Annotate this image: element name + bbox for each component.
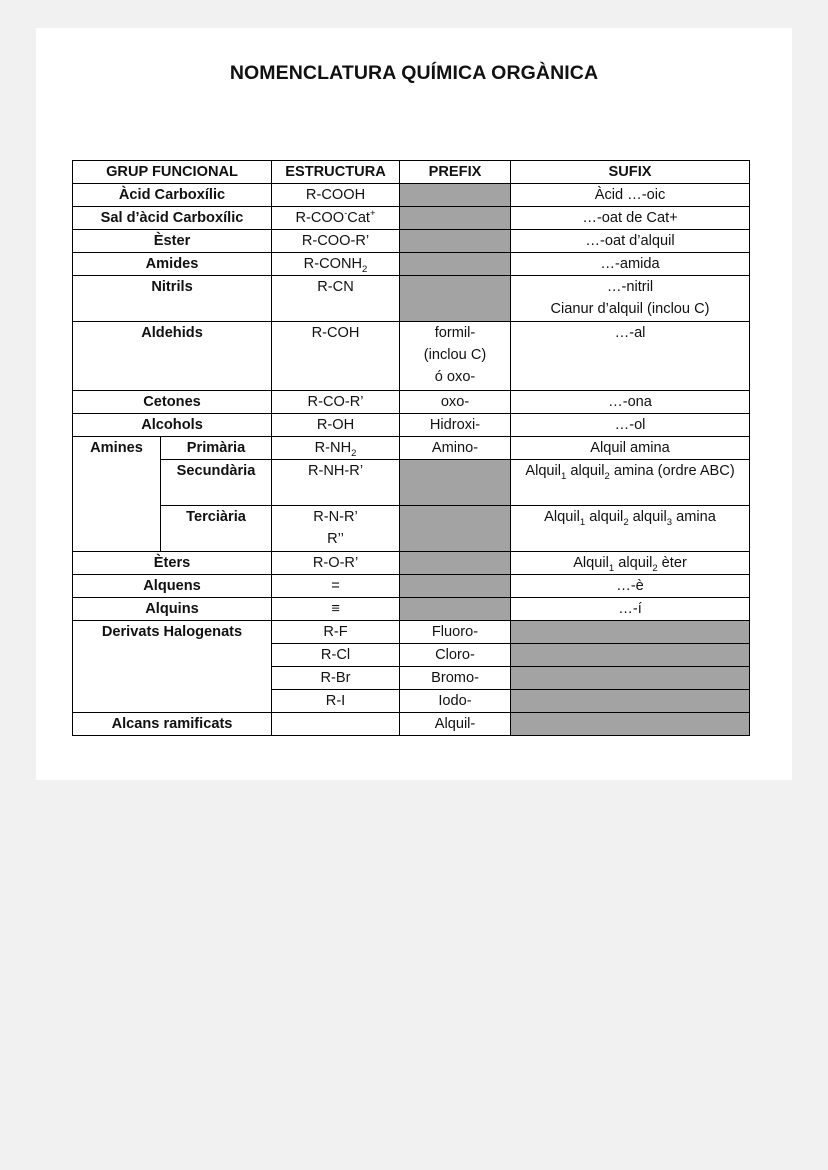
table-row — [73, 621, 750, 644]
structure-cell: R-CN — [272, 276, 400, 322]
empty-suffix-cell — [511, 713, 750, 736]
table-row — [73, 460, 750, 506]
group-name: Alcohols — [73, 414, 272, 437]
structure-cell: = — [272, 575, 400, 598]
suffix-cell: Alquil$_1$ alquil$_2$ èter — [511, 552, 750, 575]
page-title: NOMENCLATURA QUÍMICA ORGÀNICA — [229, 62, 599, 84]
table-row — [73, 552, 750, 575]
suffix-cell: …-oat de Cat+ — [511, 207, 750, 230]
structure-cell: R-N-R’ R’’ — [272, 506, 400, 552]
suffix-cell: …-ona — [511, 391, 750, 414]
empty-suffix-cell — [511, 621, 750, 644]
group-name: Cetones — [73, 391, 272, 414]
table-row — [73, 184, 750, 207]
prefix-cell: Amino- — [400, 437, 511, 460]
structure-cell: R-COH — [272, 322, 400, 391]
group-name: Amines — [73, 437, 161, 552]
table-row — [73, 391, 750, 414]
structure-cell: R-COOH — [272, 184, 400, 207]
structure-cell: R-COO-Cat+ — [272, 207, 400, 230]
group-name: Sal d’àcid Carboxílic — [73, 207, 272, 230]
group-name: Àcid Carboxílic — [73, 184, 272, 207]
structure-cell: R-Br — [272, 667, 400, 690]
prefix-cell: Hidroxi- — [400, 414, 511, 437]
empty-prefix-cell — [400, 253, 511, 276]
group-name: Alquens — [73, 575, 272, 598]
table-row — [73, 598, 750, 621]
empty-prefix-cell — [400, 506, 511, 552]
suffix-cell: Alquil amina — [511, 437, 750, 460]
group-name: Derivats Halogenats — [73, 621, 272, 713]
group-name: Aldehids — [73, 322, 272, 391]
structure-cell: R-I — [272, 690, 400, 713]
table-row — [73, 575, 750, 598]
suffix-cell: …-í — [511, 598, 750, 621]
suffix-cell: …-oat d’alquil — [511, 230, 750, 253]
subgroup-name: Terciària — [161, 506, 272, 552]
empty-prefix-cell — [400, 460, 511, 506]
table-row — [73, 437, 750, 460]
structure-cell: R-COO-R’ — [272, 230, 400, 253]
structure-cell — [272, 713, 400, 736]
table-row — [73, 713, 750, 736]
table-row — [73, 322, 750, 391]
header-suffix: SUFIX — [511, 161, 750, 184]
prefix-cell: Iodo- — [400, 690, 511, 713]
structure-cell: ≡ — [272, 598, 400, 621]
empty-suffix-cell — [511, 644, 750, 667]
group-name: Alquins — [73, 598, 272, 621]
suffix-cell: Alquil$_1$ alquil$_2$ alquil$_3$ amina — [511, 506, 750, 552]
table-row — [73, 207, 750, 230]
group-name: Èster — [73, 230, 272, 253]
suffix-cell: …-ol — [511, 414, 750, 437]
prefix-cell: Bromo- — [400, 667, 511, 690]
group-name: Amides — [73, 253, 272, 276]
empty-prefix-cell — [400, 230, 511, 253]
group-name: Èters — [73, 552, 272, 575]
subgroup-name: Primària — [161, 437, 272, 460]
empty-prefix-cell — [400, 552, 511, 575]
header-prefix: PREFIX — [400, 161, 511, 184]
header-row — [73, 161, 750, 184]
structure-cell: $R-CONH_2$ — [272, 253, 400, 276]
table-row — [73, 230, 750, 253]
table-row — [73, 506, 750, 552]
group-name: Alcans ramificats — [73, 713, 272, 736]
empty-prefix-cell — [400, 184, 511, 207]
structure-cell: $R-NH_2$ — [272, 437, 400, 460]
prefix-cell: Fluoro- — [400, 621, 511, 644]
prefix-cell: oxo- — [400, 391, 511, 414]
prefix-cell: Cloro- — [400, 644, 511, 667]
table-row — [73, 253, 750, 276]
nomenclature-table — [72, 160, 750, 736]
suffix-cell: …-è — [511, 575, 750, 598]
subgroup-name: Secundària — [161, 460, 272, 506]
prefix-cell: formil- (inclou C) ó oxo- — [400, 322, 511, 391]
prefix-cell: Alquil- — [400, 713, 511, 736]
structure-cell: R-F — [272, 621, 400, 644]
table-row — [73, 414, 750, 437]
empty-prefix-cell — [400, 207, 511, 230]
suffix-cell: Àcid …-oic — [511, 184, 750, 207]
empty-prefix-cell — [400, 575, 511, 598]
structure-cell: R-Cl — [272, 644, 400, 667]
group-name: Nitrils — [73, 276, 272, 322]
empty-suffix-cell — [511, 667, 750, 690]
suffix-cell: …-al — [511, 322, 750, 391]
structure-cell: R-OH — [272, 414, 400, 437]
empty-prefix-cell — [400, 276, 511, 322]
suffix-cell: …-nitril Cianur d’alquil (inclou C) — [511, 276, 750, 322]
suffix-cell: …-amida — [511, 253, 750, 276]
table-row — [73, 276, 750, 322]
structure-cell: R-CO-R’ — [272, 391, 400, 414]
header-structure: ESTRUCTURA — [272, 161, 400, 184]
structure-cell: R-O-R’ — [272, 552, 400, 575]
empty-prefix-cell — [400, 598, 511, 621]
suffix-cell: Alquil$_1$ alquil$_2$ amina (ordre ABC) — [511, 460, 750, 506]
header-group: GRUP FUNCIONAL — [73, 161, 272, 184]
empty-suffix-cell — [511, 690, 750, 713]
structure-cell: R-NH-R’ — [272, 460, 400, 506]
